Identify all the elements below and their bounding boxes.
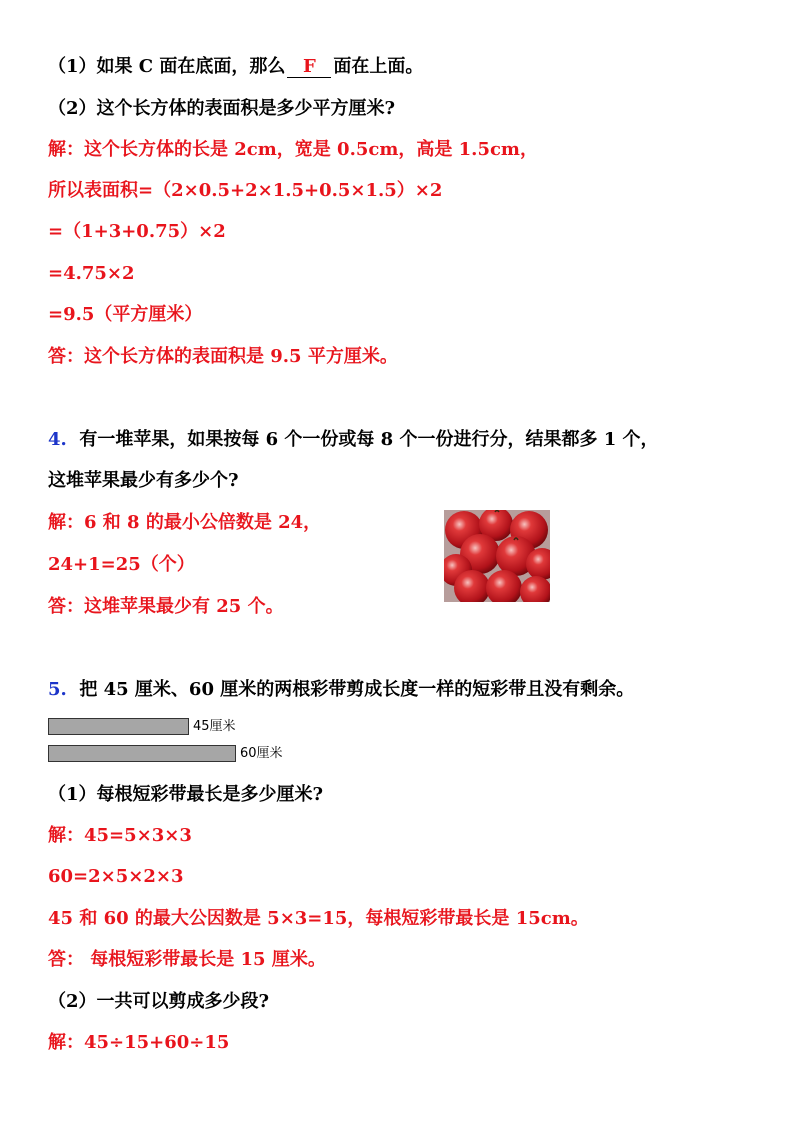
q3-part1-suffix: 面在上面。 [333, 56, 424, 77]
ribbon-60cm [48, 745, 236, 762]
q5-part2-solution-line: 解：45÷15+60÷15 [48, 1032, 230, 1053]
q3-solution-line: 所以表面积=（2×0.5+2×1.5+0.5×1.5）×2 [48, 180, 443, 201]
q3-answer: 答：这个长方体的表面积是 9.5 平方厘米。 [48, 346, 398, 367]
q3-part1-prefix: （1）如果 C 面在底面，那么 [48, 56, 286, 77]
q4-answer: 答：这堆苹果最少有 25 个。 [48, 596, 284, 617]
apples-photo-icon [444, 510, 550, 602]
q5-part1-question: （1）每根短彩带最长是多少厘米? [48, 784, 324, 805]
q5-solution-line: 解：45=5×3×3 [48, 825, 192, 846]
q3-solution-line: =9.5（平方厘米） [48, 304, 203, 325]
ribbon-45cm [48, 718, 189, 735]
q3-solution-line: =（1+3+0.75）×2 [48, 221, 226, 242]
q5-number: 5. [48, 679, 67, 700]
q4-text: 有一堆苹果，如果按每 6 个一份或每 8 个一份进行分，结果都多 1 个， [79, 429, 659, 450]
q5-solution-line: 45 和 60 的最大公因数是 5×3=15，每根短彩带最长是 15cm。 [48, 908, 589, 929]
q5-text: 把 45 厘米、60 厘米的两根彩带剪成长度一样的短彩带且没有剩余。 [79, 679, 635, 700]
q3-solution-line: =4.75×2 [48, 263, 135, 284]
ribbon-60cm-label: 60厘米 [240, 746, 283, 761]
ribbon-45cm-label: 45厘米 [193, 719, 236, 734]
q4-question-line2: 这堆苹果最少有多少个? [48, 470, 239, 491]
q3-part1-answer-blank: F [287, 57, 331, 78]
q5-part2-question: （2）一共可以剪成多少段? [48, 991, 270, 1012]
q3-part2-question: （2）这个长方体的表面积是多少平方厘米? [48, 98, 396, 119]
q4-number: 4. [48, 429, 67, 450]
q4-solution-line: 24+1=25（个） [48, 554, 195, 575]
q5-solution-line: 60=2×5×2×3 [48, 866, 184, 887]
q3-solution-line: 解：这个长方体的长是 2cm，宽是 0.5cm，高是 1.5cm， [48, 139, 538, 160]
q5-question [48, 678, 634, 702]
q3-part1 [48, 55, 423, 79]
q4-question-line1 [48, 428, 659, 452]
q4-solution-line: 解：6 和 8 的最小公倍数是 24， [48, 512, 322, 533]
q5-answer: 答： 每根短彩带最长是 15 厘米。 [48, 949, 326, 970]
